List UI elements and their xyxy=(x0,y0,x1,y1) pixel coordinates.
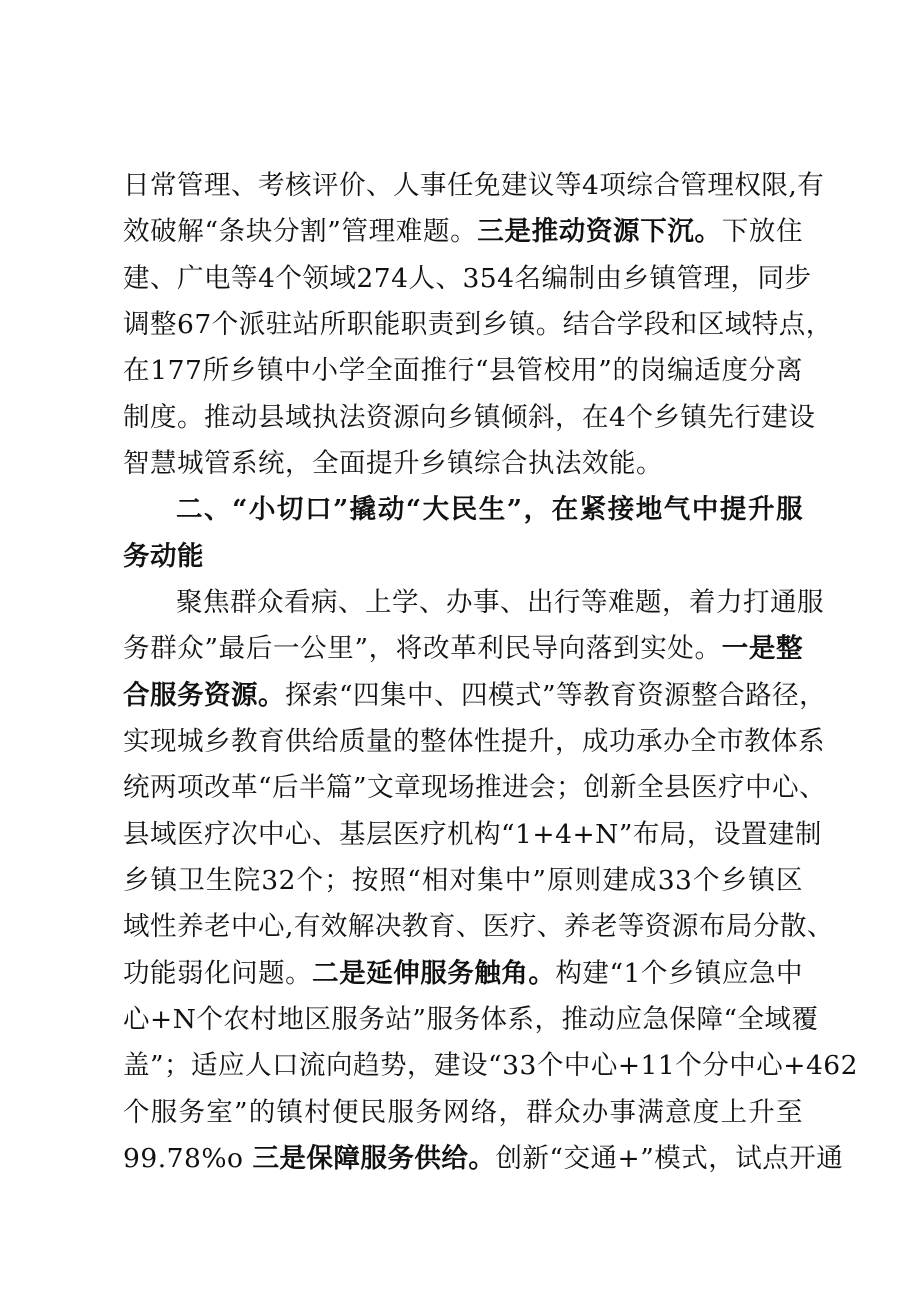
body-line xyxy=(123,722,825,762)
text-run: 心+N个农村地区服务站”服务体系，推动应急保障“全域覆 xyxy=(123,1004,819,1035)
body-line xyxy=(123,629,803,669)
body-line xyxy=(123,1139,844,1179)
text-run: 域性养老中心,有效解决教育、医疗、养老等资源布局分散、 xyxy=(123,911,834,942)
section-heading-continued xyxy=(123,537,803,577)
text-run: 实现城乡教育供给质量的整体性提升，成功承办全市教体系 xyxy=(123,726,825,757)
bold-text-run: 三是保障服务供给。 xyxy=(252,1143,496,1174)
text-run: 调整67个派驻站所职能职责到乡镇。结合学段和区域特点， xyxy=(123,309,833,340)
text-run: 探索“四集中、四模式”等教育资源整合路径， xyxy=(285,680,827,711)
body-line xyxy=(123,815,822,855)
body-line xyxy=(123,259,812,299)
text-run: 下放住 xyxy=(721,216,803,247)
text-run: 乡镇卫生院32个；按照“相对集中”原则建成33个乡镇区 xyxy=(123,865,803,896)
text-run: 个服务室”的镇村便民服务网络，群众办事满意度上升至 xyxy=(123,1097,803,1128)
text-run: 智慧城管系统，全面提升乡镇综合执法效能。 xyxy=(123,448,663,479)
bold-text-run: 三是推动资源下沉。 xyxy=(477,216,722,247)
heading-text: 二、“小切口”撬动“大民生”，在紧接地气中提升服 xyxy=(176,494,803,525)
body-line xyxy=(123,1046,859,1086)
body-line xyxy=(123,212,803,252)
body-line xyxy=(123,768,827,808)
body-line xyxy=(123,1000,819,1040)
body-line xyxy=(123,398,816,438)
body-line xyxy=(123,166,825,206)
text-run: 建、广电等4个领域274人、354名编制由乡镇管理，同步 xyxy=(123,263,812,294)
text-run: 构建“1个乡镇应急中 xyxy=(555,958,803,989)
text-run: 效破解“条块分割”管理难题。 xyxy=(123,216,478,247)
body-line xyxy=(123,444,803,484)
heading-text: 务动能 xyxy=(123,541,204,572)
bold-text-run: 合服务资源。 xyxy=(123,680,285,711)
text-run: 务群众”最后一公里”，将改革利民导向落到实处。 xyxy=(123,633,722,664)
body-line xyxy=(123,676,827,716)
body-line xyxy=(123,1093,803,1133)
text-run: 创新“交通+”模式，试点开通 xyxy=(495,1143,844,1174)
section-heading xyxy=(176,490,803,530)
text-run: 在177所乡镇中小学全面推行“县管校用”的岗编适度分离 xyxy=(123,355,803,386)
body-line xyxy=(123,351,803,391)
bold-text-run: 一是整 xyxy=(721,633,803,664)
text-run: 功能弱化问题。 xyxy=(123,958,313,989)
body-line xyxy=(123,954,803,994)
text-run: 统两项改革“后半篇”文章现场推进会；创新全县医疗中心、 xyxy=(123,772,827,803)
body-line xyxy=(123,305,833,345)
body-line xyxy=(123,861,803,901)
text-run: 县域医疗次中心、基层医疗机构“1+4+N”布局，设置建制 xyxy=(123,819,822,850)
text-run: 盖”；适应人口流向趋势，建设“33个中心+11个分中心+462 xyxy=(123,1050,859,1081)
text-run: 聚焦群众看病、上学、办事、出行等难题，着力打通服 xyxy=(176,587,824,618)
bold-text-run: 二是延伸服务触角。 xyxy=(312,958,556,989)
text-run: 99.78%o xyxy=(123,1143,253,1174)
text-run: 日常管理、考核评价、人事任免建议等4项综合管理权限,有 xyxy=(123,170,825,201)
text-run: 制度。推动县域执法资源向乡镇倾斜，在4个乡镇先行建设 xyxy=(123,402,816,433)
body-line xyxy=(176,583,824,623)
body-line xyxy=(123,907,834,947)
